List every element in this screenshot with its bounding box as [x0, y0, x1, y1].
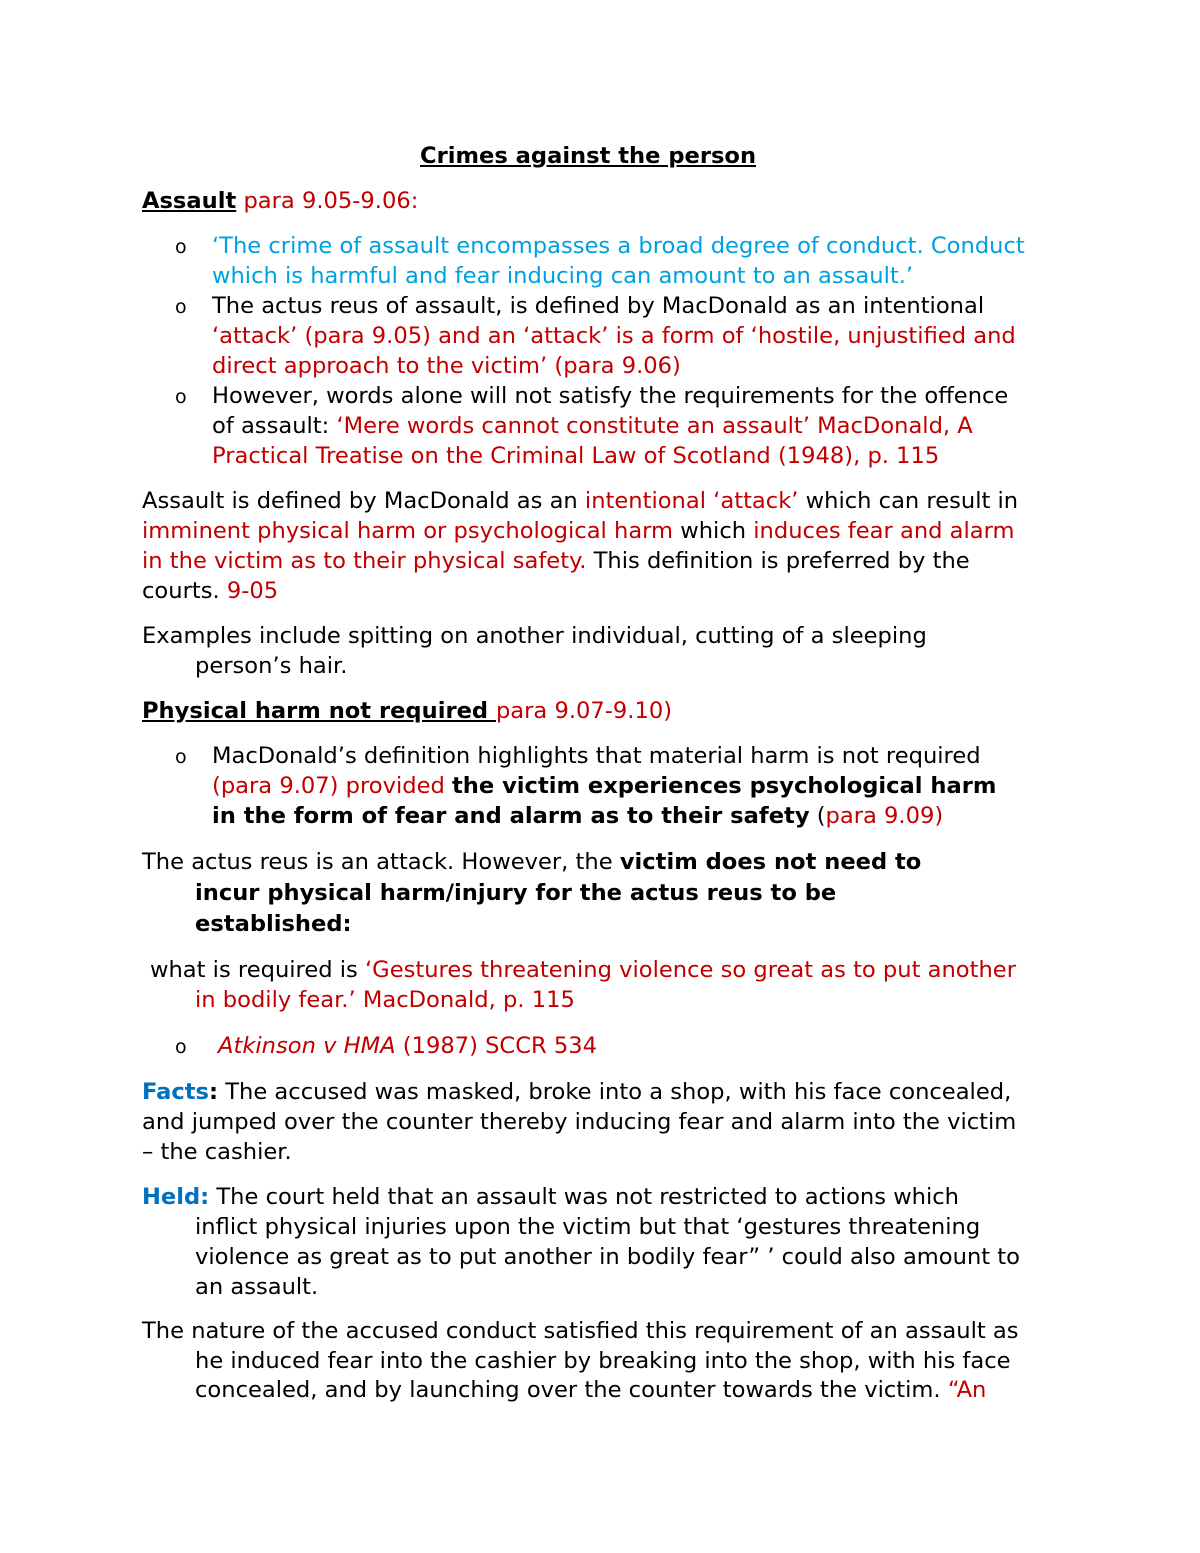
facts-line: – the cashier.: [142, 1139, 292, 1165]
highlight-run: imminent physical harm or psychological harm: [142, 518, 674, 544]
bold-run: victim does not need to: [619, 849, 922, 875]
body-line: [195, 1375, 986, 1405]
bullet-marker: o: [175, 296, 187, 318]
body-line: [142, 576, 278, 606]
text-run: The court held that an assault was not restricted to actions which: [209, 1184, 960, 1210]
bullet-line: ‘The crime of assault encompasses a broad degree of conduct. Conduct: [212, 233, 1025, 259]
case-report: (1987) SCCR 534: [395, 1033, 597, 1059]
held-label: Held:: [142, 1184, 210, 1210]
para-ref: para 9.05-9.06:: [236, 188, 419, 214]
facts-line: [142, 1077, 1011, 1107]
bullet-line: Practical Treatise on the Criminal Law of Scotland (1948), p. 115: [212, 443, 940, 469]
text-run: This definition is preferred by the: [586, 548, 970, 574]
quote-run: ‘Gestures threatening violence so great as to put another: [365, 957, 1016, 983]
highlight-run: intentional ‘attack’: [584, 488, 799, 514]
highlight-run: in the victim as to their physical safety.: [142, 548, 587, 574]
bullet-line: The actus reus of assault, is defined by MacDonald as an intentional: [212, 293, 985, 319]
case-citation: [218, 1031, 597, 1061]
facts-line: and jumped over the counter thereby inducing fear and alarm into the victim: [142, 1109, 1017, 1135]
para-ref: para 9.07-9.10): [495, 698, 673, 724]
text-run: which: [673, 518, 754, 544]
held-line: an assault.: [195, 1274, 319, 1300]
text-run: (: [809, 803, 826, 829]
quote-run: ‘Mere words cannot constitute an assault’ MacDonald, A: [336, 413, 973, 439]
text-run: The actus reus is an attack. However, the: [142, 849, 620, 875]
text-run: The accused was masked, broke into a shop, with his face concealed,: [218, 1079, 1012, 1105]
highlight-run: induces fear and alarm: [753, 518, 1015, 544]
bold-run: the victim experiences psychological harm: [452, 773, 997, 799]
bullet-line: [212, 411, 973, 441]
body-line: person’s hair.: [195, 653, 348, 679]
text-run: Assault is defined by MacDonald as an: [142, 488, 585, 514]
body-line: [142, 546, 970, 576]
body-line: in bodily fear.’ MacDonald, p. 115: [195, 987, 575, 1013]
body-line: established:: [195, 911, 352, 937]
text-run: which can result in: [798, 488, 1019, 514]
bold-run: in the form of fear and alarm as to their safety: [212, 803, 810, 829]
section-heading-assault: [142, 186, 418, 216]
held-line: violence as great as to put another in bodily fear” ’ could also amount to: [195, 1244, 1020, 1270]
bullet-line: [212, 771, 996, 801]
heading-text: Physical harm not required: [142, 698, 496, 724]
body-line: The nature of the accused conduct satisfied this requirement of an assault as: [142, 1318, 1019, 1344]
heading-text: Assault: [142, 188, 237, 214]
bullet-marker: o: [175, 1036, 187, 1058]
bullet-line: [212, 801, 943, 831]
para-ref: 9-05: [226, 578, 279, 604]
held-line: inflict physical injuries upon the victim but that ‘gestures threatening: [195, 1214, 981, 1240]
body-line: [142, 486, 1018, 516]
bullet-line: which is harmful and fear inducing can amount to an assault.’: [212, 263, 914, 289]
quote-run: “An: [947, 1377, 987, 1403]
para-ref: (para 9.07) provided: [212, 773, 452, 799]
text-run: courts.: [142, 578, 227, 604]
held-line: [142, 1182, 959, 1212]
text-run: of assault:: [212, 413, 337, 439]
body-line: [142, 847, 921, 877]
case-name: Atkinson v HMA: [218, 1033, 396, 1059]
section-heading-physical-harm: [142, 696, 672, 726]
bullet-marker: o: [175, 746, 187, 768]
para-ref: para 9.09): [825, 803, 944, 829]
bullet-marker: o: [175, 236, 187, 258]
bullet-line: direct approach to the victim’ (para 9.06): [212, 353, 681, 379]
body-line: Examples include spitting on another individual, cutting of a sleeping: [142, 623, 927, 649]
body-line: [150, 955, 1016, 985]
body-line: incur physical harm/injury for the actus reus to be: [195, 880, 837, 906]
facts-colon: :: [209, 1079, 219, 1105]
facts-label: Facts: [142, 1079, 209, 1105]
bullet-line: MacDonald’s definition highlights that material harm is not required: [212, 743, 981, 769]
body-line: [142, 516, 1015, 546]
body-line: he induced fear into the cashier by breaking into the shop, with his face: [195, 1348, 1011, 1374]
text-run: what is required is: [150, 957, 365, 983]
bullet-line: However, words alone will not satisfy the requirements for the offence: [212, 383, 1009, 409]
bullet-line: ‘attack’ (para 9.05) and an ‘attack’ is a form of ‘hostile, unjustified and: [212, 323, 1016, 349]
bullet-marker: o: [175, 386, 187, 408]
text-run: concealed, and by launching over the counter towards the victim.: [195, 1377, 948, 1403]
page-title: Crimes against the person: [420, 143, 757, 169]
